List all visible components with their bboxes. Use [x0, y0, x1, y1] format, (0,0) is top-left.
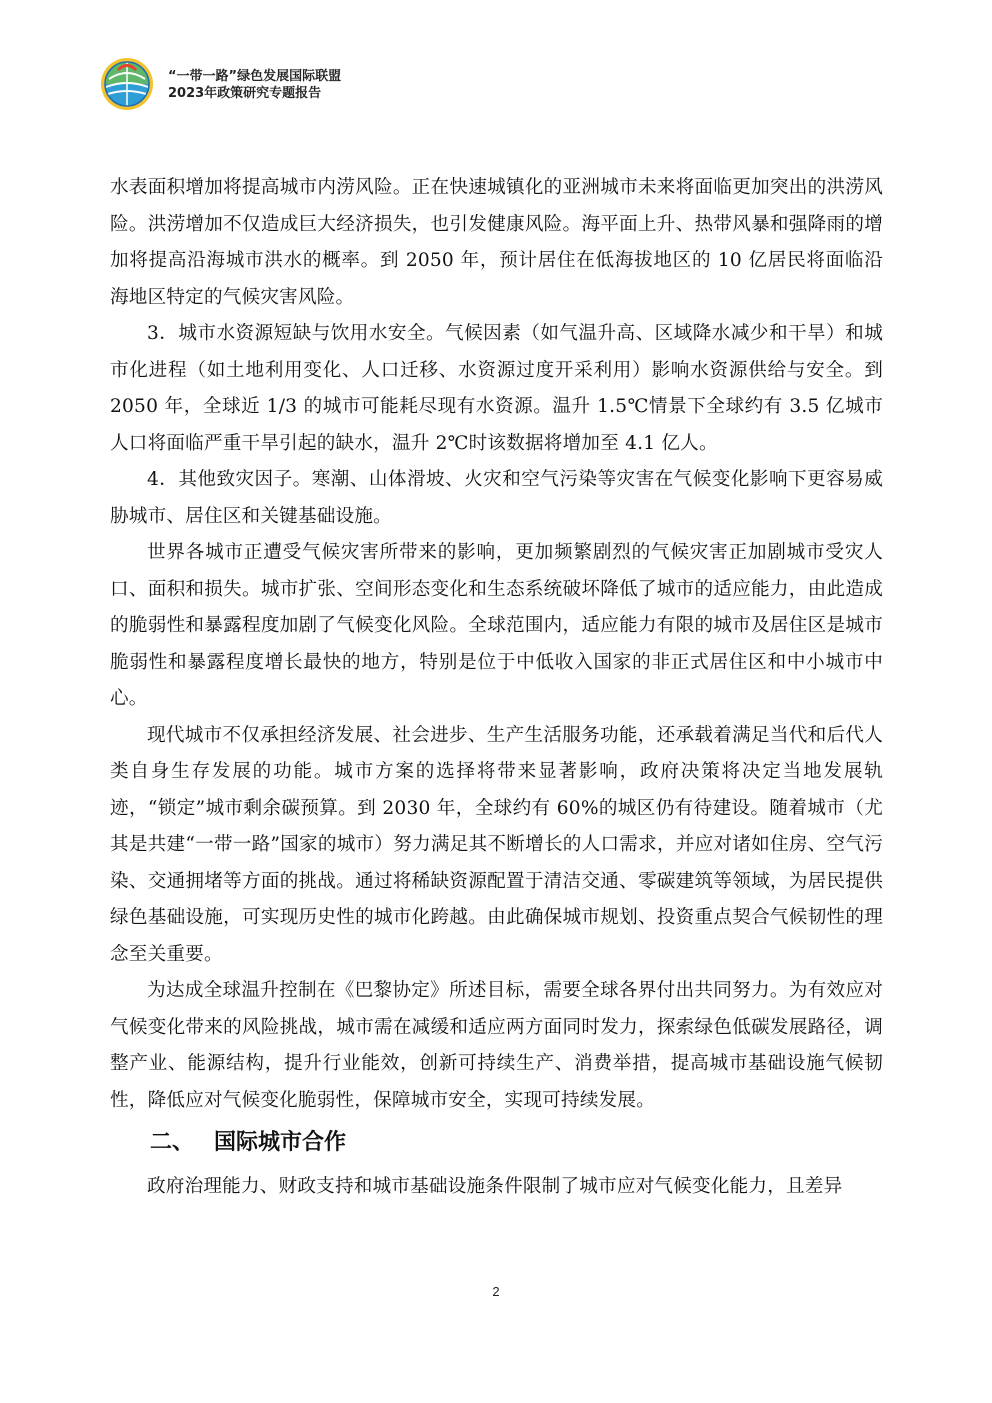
page-number: 2 [492, 1284, 500, 1299]
section-heading [150, 1123, 883, 1163]
header-title-line1: “一带一路”绿色发展国际联盟 [168, 69, 342, 84]
page-header [100, 56, 341, 112]
paragraph-7: 政府治理能力、财政支持和城市基础设施条件限制了城市应对气候变化能力，且差异 [147, 1176, 843, 1197]
alliance-globe-logo-icon [100, 57, 154, 111]
section-number: 二、 [150, 1130, 195, 1155]
body-content [110, 170, 883, 1206]
paragraph-4: 世界各城市正遭受气候灾害所带来的影响，更加频繁剧烈的气候灾害正加剧城市受灾人口、面积和损失。城市扩张、空间形态变化和生态系统破坏降低了城市的适应能力，由此造成的脆弱性和暴露程度加剧了气候变化风险。全球范围内，适应能力有限的城市及居住区是城市脆弱性和暴露程度增长最快的地方，特别是位于中低收入国家的非正式居住区和中小城市中心。 [110, 542, 883, 709]
paragraph-6: 为达成全球温升控制在《巴黎协定》所述目标，需要全球各界付出共同努力。为有效应对气候变化带来的风险挑战，城市需在减缓和适应两方面同时发力，探索绿色低碳发展路径，调整产业、能源结构，提升行业能效，创新可持续生产、消费举措，提高城市基础设施气候韧性，降低应对气候变化脆弱性，保障城市安全，实现可持续发展。 [110, 980, 883, 1111]
header-title-line2: 2023年政策研究专题报告 [168, 86, 322, 101]
header-title [168, 68, 341, 102]
paragraph-3: 4．其他致灾因子。寒潮、山体滑坡、火灾和空气污染等灾害在气候变化影响下更容易威胁城市、居住区和关键基础设施。 [110, 469, 883, 527]
section-title: 国际城市合作 [214, 1130, 347, 1155]
paragraph-5: 现代城市不仅承担经济发展、社会进步、生产生活服务功能，还承载着满足当代和后代人类自身生存发展的功能。城市方案的选择将带来显著影响，政府决策将决定当地发展轨迹，“锁定”城市剩余碳预算。到 2030 年，全球约有 60%的城区仍有待建设。随着城市（尤其是共建“一带一路”国家的城市）努力满足其不断增长的人口需求，并应对诸如住房、空气污染、交通拥堵等方面的挑战。通过将稀缺资源配置于清洁交通、零碳建筑等领域，为居民提供绿色基础设施，可实现历史性的城市化跨越。由此确保城市规划、投资重点契合气候韧性的理念至关重要。 [110, 724, 883, 965]
paragraph-2: 3．城市水资源短缺与饮用水安全。气候因素（如气温升高、区域降水减少和干旱）和城市化进程（如土地利用变化、人口迁移、水资源过度开采利用）影响水资源供给与安全。到 2050 年，全球近 1/3 的城市可能耗尽现有水资源。温升 1.5℃情景下全球约有 3.5 亿城市人口将面临严重干旱引起的缺水，温升 2℃时该数据将增加至 4.1 亿人。 [110, 323, 883, 454]
paragraph-1: 水表面积增加将提高城市内涝风险。正在快速城镇化的亚洲城市未来将面临更加突出的洪涝风险。洪涝增加不仅造成巨大经济损失，也引发健康风险。海平面上升、热带风暴和强降雨的增加将提高沿海城市洪水的概率。到 2050 年，预计居住在低海拔地区的 10 亿居民将面临沿海地区特定的气候灾害风险。 [110, 177, 883, 308]
